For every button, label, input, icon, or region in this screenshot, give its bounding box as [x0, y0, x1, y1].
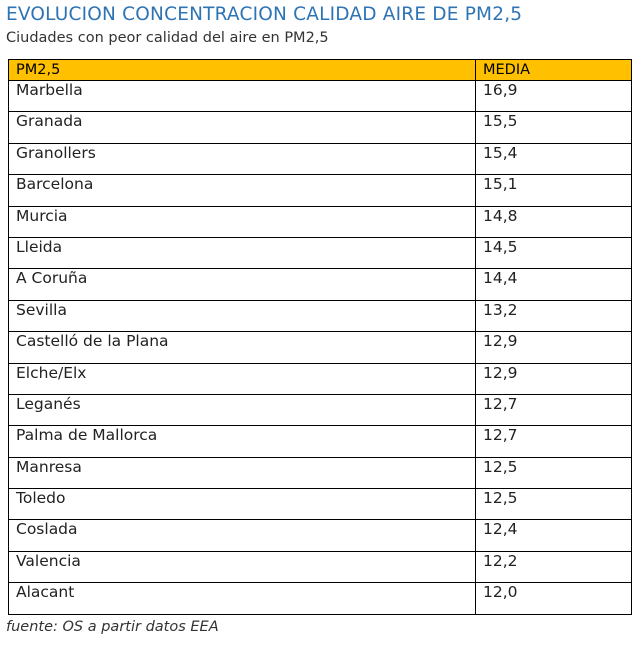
city-cell: Castelló de la Plana [9, 332, 476, 363]
media-cell: 12,5 [476, 457, 632, 488]
city-cell: Murcia [9, 206, 476, 237]
media-cell: 14,4 [476, 269, 632, 300]
table-row [9, 457, 632, 488]
city-cell: Granada [9, 112, 476, 143]
pm25-table [8, 59, 632, 615]
city-cell: Toledo [9, 489, 476, 520]
city-cell: Coslada [9, 520, 476, 551]
table-body [9, 81, 632, 615]
city-cell: Alacant [9, 583, 476, 614]
media-cell: 12,0 [476, 583, 632, 614]
city-cell: Sevilla [9, 300, 476, 331]
city-cell: Granollers [9, 143, 476, 174]
table-row [9, 300, 632, 331]
city-cell: Lleida [9, 237, 476, 268]
media-cell: 12,2 [476, 551, 632, 582]
city-cell: Barcelona [9, 175, 476, 206]
source-note: fuente: OS a partir datos EEA [6, 619, 219, 635]
media-cell: 12,7 [476, 394, 632, 425]
city-cell: Leganés [9, 394, 476, 425]
media-cell: 15,4 [476, 143, 632, 174]
table-row [9, 520, 632, 551]
media-cell: 13,2 [476, 300, 632, 331]
table-row [9, 143, 632, 174]
table-row [9, 551, 632, 582]
city-cell: Marbella [9, 81, 476, 112]
city-cell: Elche/Elx [9, 363, 476, 394]
city-cell: Palma de Mallorca [9, 426, 476, 457]
media-cell: 12,9 [476, 363, 632, 394]
header-pm25: PM2,5 [9, 60, 476, 81]
table-row [9, 583, 632, 614]
city-cell: Manresa [9, 457, 476, 488]
table-row [9, 112, 632, 143]
media-cell: 12,5 [476, 489, 632, 520]
media-cell: 12,9 [476, 332, 632, 363]
media-cell: 14,8 [476, 206, 632, 237]
table-row [9, 81, 632, 112]
table-row [9, 363, 632, 394]
table-row [9, 269, 632, 300]
table-row [9, 206, 632, 237]
media-cell: 12,7 [476, 426, 632, 457]
city-cell: A Coruña [9, 269, 476, 300]
table-row [9, 426, 632, 457]
media-cell: 15,5 [476, 112, 632, 143]
media-cell: 15,1 [476, 175, 632, 206]
media-cell: 12,4 [476, 520, 632, 551]
table-row [9, 489, 632, 520]
page-subtitle: Ciudades con peor calidad del aire en PM2,5 [6, 30, 329, 46]
header-media: MEDIA [476, 60, 632, 81]
table-row [9, 394, 632, 425]
table-row [9, 332, 632, 363]
media-cell: 14,5 [476, 237, 632, 268]
table-header-row [9, 60, 632, 81]
table-row [9, 175, 632, 206]
media-cell: 16,9 [476, 81, 632, 112]
page-title: EVOLUCION CONCENTRACION CALIDAD AIRE DE PM2,5 [6, 4, 523, 25]
city-cell: Valencia [9, 551, 476, 582]
table-row [9, 237, 632, 268]
